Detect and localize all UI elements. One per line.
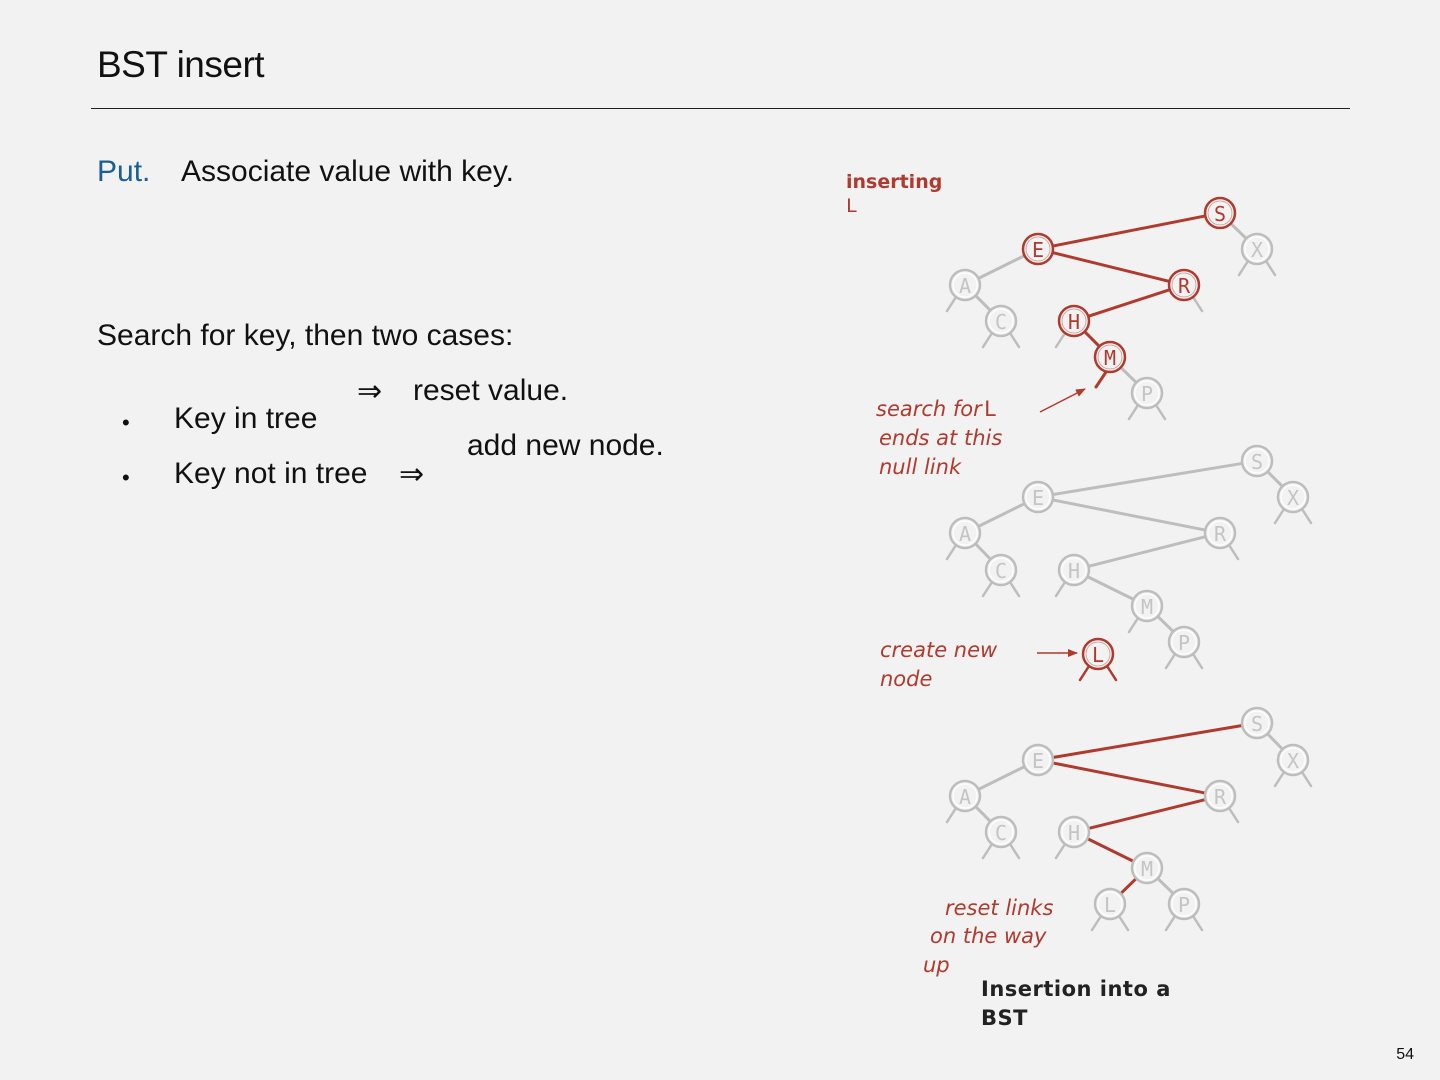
svg-text:L: L bbox=[1103, 893, 1117, 917]
caption-line2: BST bbox=[981, 1006, 1028, 1030]
bst-node-0-A bbox=[950, 270, 980, 300]
svg-text:S: S bbox=[1250, 712, 1264, 736]
slide-title: BST insert bbox=[97, 44, 265, 85]
svg-text:E: E bbox=[1031, 749, 1045, 773]
reset-label-line2: on the way bbox=[930, 924, 1047, 948]
svg-text:A: A bbox=[958, 785, 972, 809]
svg-text:R: R bbox=[1177, 274, 1191, 298]
search-label-line1: search for bbox=[876, 397, 982, 421]
svg-text:H: H bbox=[1067, 821, 1081, 845]
svg-text:X: X bbox=[1286, 749, 1300, 773]
bst-node-1-P bbox=[1169, 627, 1199, 657]
bullet-2-text: Key not in tree bbox=[174, 457, 368, 490]
tree-nodes bbox=[950, 198, 1308, 919]
bst-node-0-H bbox=[1059, 306, 1089, 336]
create-label-line2: node bbox=[880, 667, 933, 691]
svg-text:S: S bbox=[1213, 202, 1227, 226]
bst-node-2-S bbox=[1242, 708, 1272, 738]
svg-text:M: M bbox=[1140, 857, 1154, 881]
bst-node-0-M bbox=[1095, 342, 1125, 372]
svg-text:X: X bbox=[1250, 238, 1264, 262]
edge-0-M-P bbox=[1121, 367, 1136, 382]
bst-node-0-X bbox=[1242, 234, 1272, 264]
edge-1-H-M bbox=[1087, 577, 1133, 600]
svg-text:X: X bbox=[1286, 486, 1300, 510]
bullet-2-arrow: ⇒ bbox=[399, 458, 425, 491]
svg-text:C: C bbox=[994, 821, 1008, 845]
edge-0-H-M bbox=[1085, 332, 1100, 347]
bst-node-2-H bbox=[1059, 817, 1089, 847]
search-label-key: L bbox=[984, 397, 997, 421]
put-description: Associate value with key. bbox=[181, 155, 514, 188]
bst-node-2-P bbox=[1169, 889, 1199, 919]
svg-text:L: L bbox=[1091, 643, 1105, 667]
bullet-dot-2: • bbox=[122, 465, 130, 490]
edge-0-S-E bbox=[1053, 216, 1206, 246]
edge-1-A-C bbox=[975, 544, 990, 559]
reset-label-line1: reset links bbox=[945, 896, 1054, 920]
bullet-1-result: reset value. bbox=[413, 374, 569, 407]
svg-text:M: M bbox=[1140, 595, 1154, 619]
edge-2-M-L bbox=[1121, 878, 1136, 893]
bst-node-0-C bbox=[986, 306, 1016, 336]
svg-text:S: S bbox=[1250, 450, 1264, 474]
bst-node-1-X bbox=[1278, 482, 1308, 512]
bullet-1-text: Key in tree bbox=[174, 402, 318, 435]
bst-node-1-C bbox=[986, 555, 1016, 585]
bst-node-2-M bbox=[1132, 853, 1162, 883]
bst-node-2-A bbox=[950, 781, 980, 811]
page-number: 54 bbox=[1396, 1046, 1414, 1063]
bst-node-1-R bbox=[1205, 518, 1235, 548]
bst-node-1-E bbox=[1023, 482, 1053, 512]
inserting-label: inserting bbox=[846, 171, 943, 193]
edge-2-M-P bbox=[1158, 878, 1173, 893]
svg-text:H: H bbox=[1067, 310, 1081, 334]
edge-2-S-X bbox=[1267, 734, 1282, 749]
search-description: Search for key, then two cases: bbox=[97, 319, 514, 352]
bst-node-1-L bbox=[1083, 639, 1113, 669]
svg-text:P: P bbox=[1177, 893, 1191, 917]
svg-text:R: R bbox=[1213, 522, 1227, 546]
bst-node-2-X bbox=[1278, 745, 1308, 775]
bst-node-0-S bbox=[1205, 198, 1235, 228]
search-label-line2: ends at this bbox=[879, 426, 1003, 450]
edge-1-S-X bbox=[1268, 472, 1283, 487]
edge-1-E-R bbox=[1053, 500, 1206, 530]
bullet-1-arrow: ⇒ bbox=[357, 375, 383, 408]
edge-0-E-A bbox=[978, 256, 1024, 279]
svg-text:P: P bbox=[1177, 631, 1191, 655]
svg-text:P: P bbox=[1140, 382, 1154, 406]
bst-node-1-M bbox=[1132, 591, 1162, 621]
create-label-line1: create new bbox=[880, 638, 998, 662]
bst-node-1-A bbox=[950, 518, 980, 548]
svg-text:E: E bbox=[1031, 486, 1045, 510]
svg-text:M: M bbox=[1103, 346, 1117, 370]
edge-0-S-X bbox=[1231, 223, 1246, 238]
edge-2-A-C bbox=[976, 807, 991, 822]
search-label-line3: null link bbox=[879, 455, 962, 479]
edge-1-M-P bbox=[1158, 616, 1173, 631]
caption-line1: Insertion into a bbox=[981, 977, 1171, 1001]
edge-0-R-H bbox=[1088, 290, 1169, 317]
bullet-dot-1: • bbox=[122, 410, 130, 435]
bst-node-1-H bbox=[1059, 555, 1089, 585]
svg-text:C: C bbox=[994, 559, 1008, 583]
edge-1-S-E bbox=[1053, 463, 1242, 494]
svg-text:A: A bbox=[958, 274, 972, 298]
edge-0-A-C bbox=[976, 296, 991, 311]
bst-node-2-C bbox=[986, 817, 1016, 847]
inserting-key: L bbox=[846, 195, 858, 217]
bst-node-1-S bbox=[1242, 446, 1272, 476]
svg-text:C: C bbox=[994, 310, 1008, 334]
edge-2-E-A bbox=[978, 767, 1024, 790]
bst-node-0-E bbox=[1023, 234, 1053, 264]
edge-2-E-R bbox=[1053, 763, 1206, 793]
bst-node-0-P bbox=[1132, 378, 1162, 408]
edge-2-H-M bbox=[1087, 839, 1133, 862]
svg-text:A: A bbox=[958, 522, 972, 546]
svg-text:E: E bbox=[1031, 238, 1045, 262]
bst-node-2-L bbox=[1095, 889, 1125, 919]
reset-label-line3: up bbox=[923, 953, 950, 977]
search-arrow bbox=[1040, 389, 1085, 412]
svg-text:H: H bbox=[1067, 559, 1081, 583]
edge-2-R-H bbox=[1089, 800, 1206, 829]
bst-node-0-R bbox=[1169, 270, 1199, 300]
edge-0-E-R bbox=[1053, 253, 1170, 282]
svg-text:R: R bbox=[1213, 785, 1227, 809]
bst-node-2-R bbox=[1205, 781, 1235, 811]
put-label: Put. bbox=[97, 155, 151, 188]
bullet-2-result: add new node. bbox=[467, 429, 664, 462]
edge-1-R-H bbox=[1089, 537, 1206, 567]
edge-2-S-E bbox=[1053, 725, 1242, 757]
edge-1-E-A bbox=[978, 504, 1024, 527]
bst-node-2-E bbox=[1023, 745, 1053, 775]
